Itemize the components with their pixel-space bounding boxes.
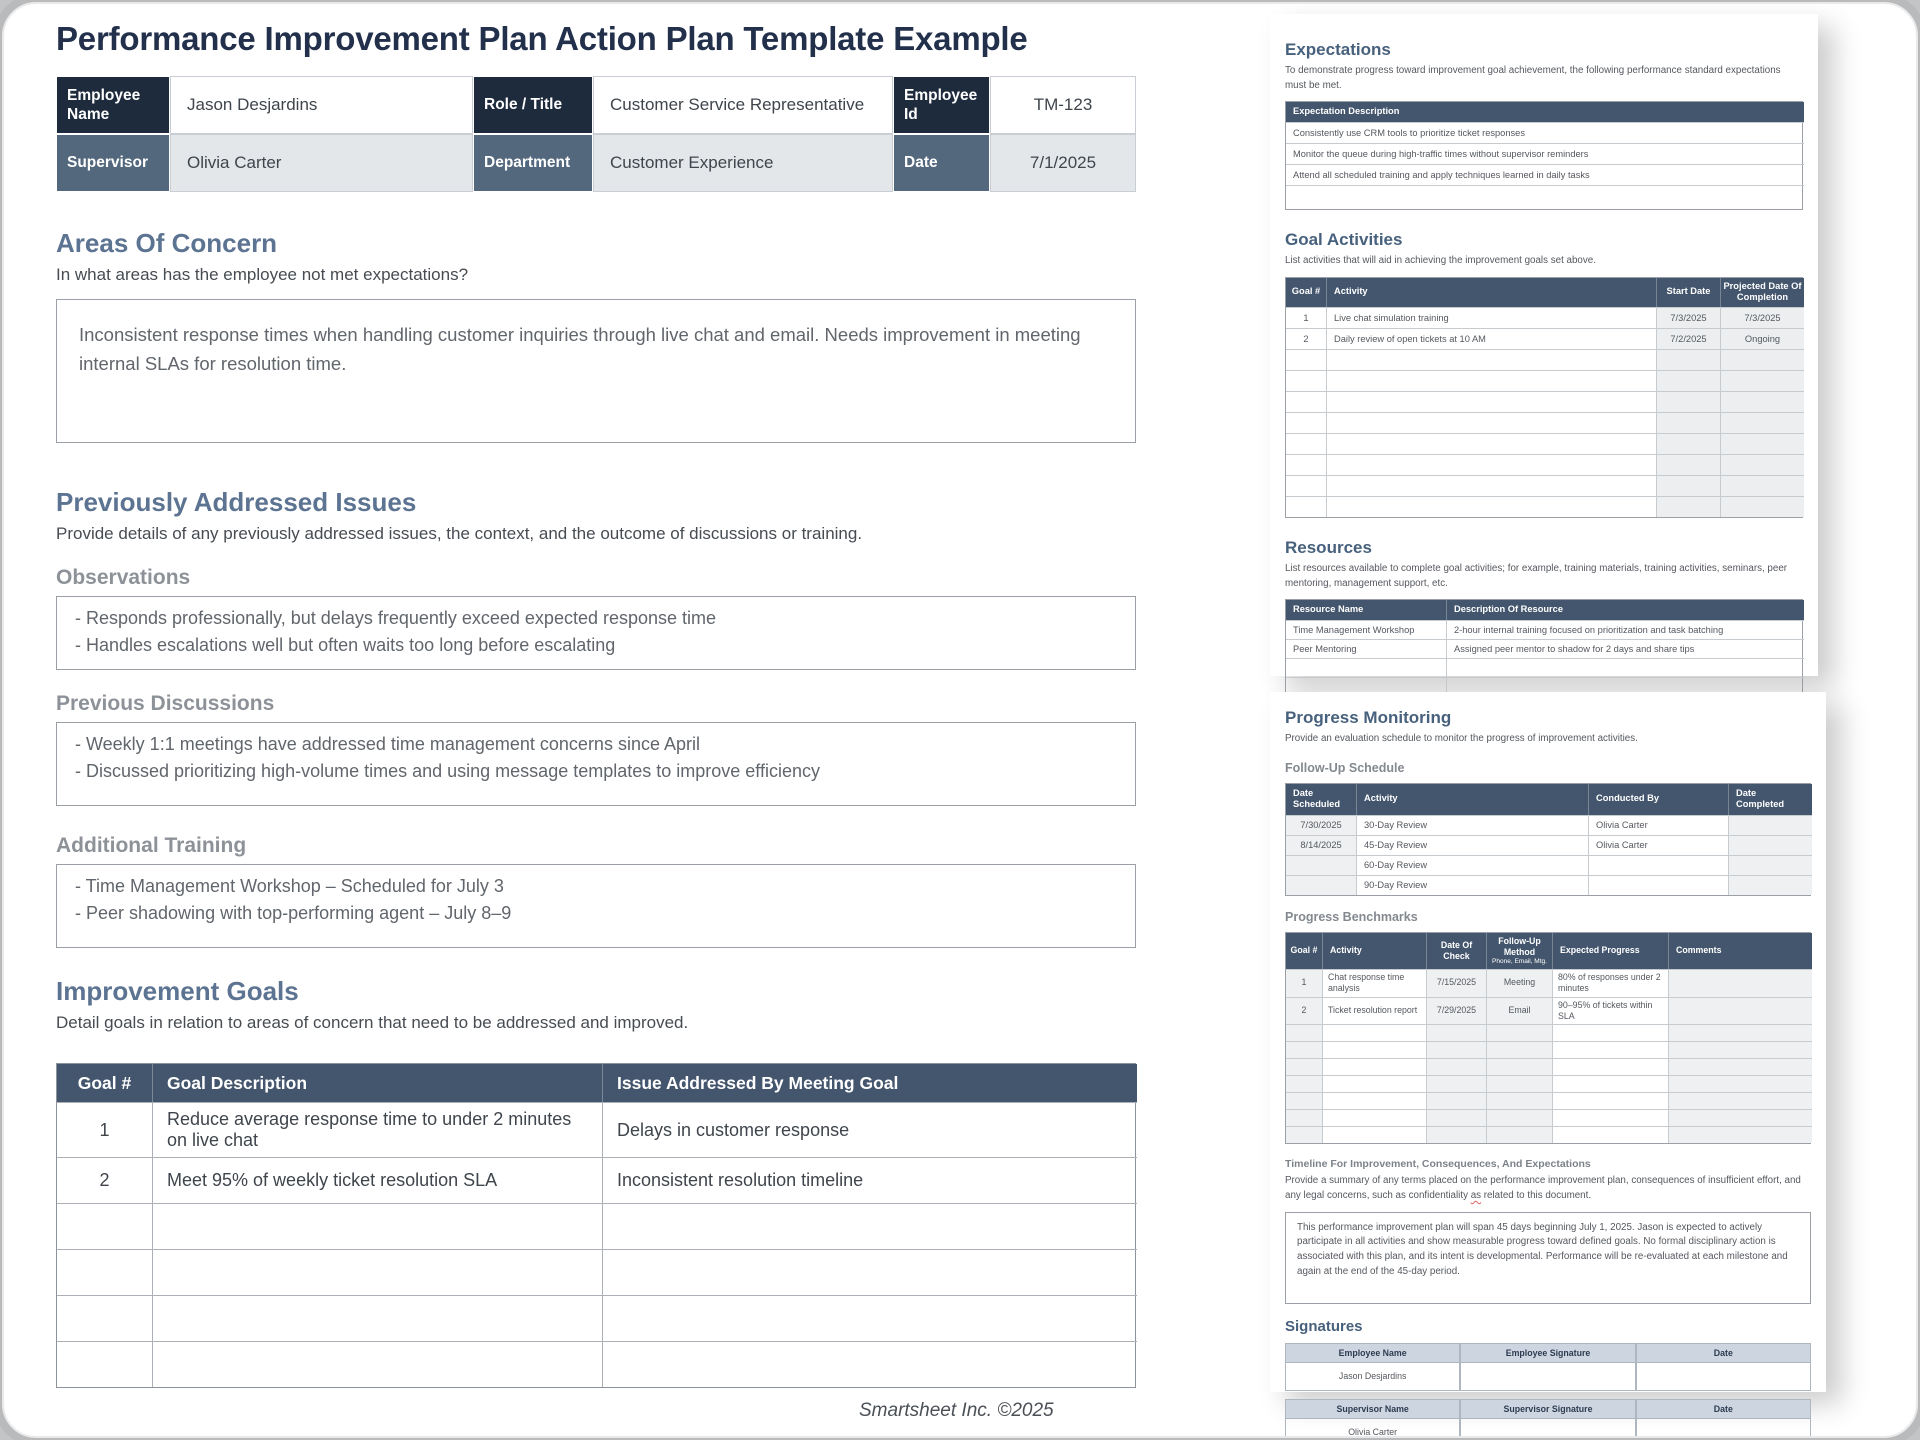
bm-date-of-check: 7/15/2025 <box>1426 969 1486 997</box>
smartsheet-footer: Smartsheet Inc. ©2025 <box>859 1400 1054 1421</box>
empty-cell <box>1426 1075 1486 1092</box>
empty-cell <box>152 1249 602 1295</box>
empty-cell <box>152 1295 602 1341</box>
timeline-entry <box>1285 1212 1811 1304</box>
employee-info-table <box>56 76 1136 192</box>
empty-cell <box>57 1249 152 1295</box>
timeline-prompt-text: related to this document. <box>1481 1190 1592 1202</box>
observations-heading: Observations <box>56 566 191 589</box>
previously-addressed-prompt: Provide details of any previously addressed issues, the context, and the outcome of discussions or training. <box>56 524 863 543</box>
fu-activity: 60-Day Review <box>1356 855 1588 875</box>
empty-cell <box>1286 1024 1322 1041</box>
ga-goal-number: 1 <box>1286 307 1326 328</box>
empty-cell <box>1326 496 1656 517</box>
info-label-department: Department <box>473 134 593 192</box>
empty-cell <box>1286 412 1326 433</box>
fu-date-completed <box>1728 835 1812 855</box>
follow-up-schedule-table <box>1285 783 1811 896</box>
signatures-heading: Signatures <box>1285 1317 1363 1335</box>
bm-method: Meeting <box>1486 969 1552 997</box>
empty-cell <box>1552 1075 1668 1092</box>
ga-header-start: Start Date <box>1656 278 1720 307</box>
fu-conducted-by: Olivia Carter <box>1588 835 1728 855</box>
empty-cell <box>1668 1058 1812 1075</box>
empty-cell <box>1326 454 1656 475</box>
main-page <box>56 20 1136 1388</box>
empty-cell <box>1426 1126 1486 1143</box>
ga-projected-date: Ongoing <box>1720 328 1804 349</box>
empty-cell <box>1286 496 1326 517</box>
supervisor-signature-cell <box>1460 1419 1635 1438</box>
empty-cell <box>1322 1092 1426 1109</box>
previous-discussions-heading: Previous Discussions <box>56 692 275 715</box>
empty-cell <box>1426 1024 1486 1041</box>
bm-comments <box>1668 969 1812 997</box>
sig-header-employee-signature: Employee Signature <box>1460 1343 1635 1363</box>
empty-cell <box>1668 1075 1812 1092</box>
fu-date-scheduled <box>1286 875 1356 895</box>
empty-cell <box>1286 1092 1322 1109</box>
resources-prompt: List resources available to complete goal activities; for example, training materials, training activities, seminars, peer mentoring, management support, etc. <box>1285 562 1788 589</box>
empty-cell <box>1322 1041 1426 1058</box>
empty-cell <box>1656 370 1720 391</box>
bm-goal-number: 2 <box>1286 997 1322 1025</box>
resource-description: 2-hour internal training focused on prioritization and task batching <box>1446 620 1804 639</box>
empty-cell <box>1486 1041 1552 1058</box>
bm-header-comments: Comments <box>1668 933 1812 969</box>
info-value-date: 7/1/2025 <box>990 134 1136 192</box>
discussion-line: - Discussed prioritizing high-volume times and using message templates to improve efficiency <box>75 761 820 781</box>
goal-activities-table <box>1285 277 1803 518</box>
info-label-supervisor: Supervisor <box>56 134 170 192</box>
empty-cell <box>1668 1092 1812 1109</box>
bm-header-method-label: Follow-Up Method <box>1498 935 1541 957</box>
empty-cell <box>1552 1092 1668 1109</box>
sig-header-employee-name: Employee Name <box>1285 1343 1460 1363</box>
empty-cell <box>1552 1126 1668 1143</box>
training-line: - Peer shadowing with top-performing agent – July 8–9 <box>75 903 512 923</box>
empty-cell <box>1668 1126 1812 1143</box>
empty-cell <box>1326 412 1656 433</box>
info-value-role-title: Customer Service Representative <box>593 76 893 134</box>
ga-header-number: Goal # <box>1286 278 1326 307</box>
employee-signature-cell <box>1460 1363 1635 1391</box>
empty-cell <box>1286 370 1326 391</box>
empty-cell <box>1326 370 1656 391</box>
improvement-goals-heading: Improvement Goals <box>56 976 299 1006</box>
previous-discussions-entry <box>56 722 1136 806</box>
employee-date-cell <box>1636 1363 1811 1391</box>
empty-cell <box>1656 496 1720 517</box>
fu-conducted-by: Olivia Carter <box>1588 815 1728 835</box>
resource-description: Assigned peer mentor to shadow for 2 days and share tips <box>1446 639 1804 658</box>
bm-comments <box>1668 997 1812 1025</box>
fu-activity: 45-Day Review <box>1356 835 1588 855</box>
fu-date-scheduled: 7/30/2025 <box>1286 815 1356 835</box>
sig-header-supervisor-name: Supervisor Name <box>1285 1399 1460 1419</box>
empty-cell <box>1720 454 1804 475</box>
fu-date-scheduled <box>1286 855 1356 875</box>
expectations-heading: Expectations <box>1285 40 1391 59</box>
improvement-goals-prompt: Detail goals in relation to areas of concern that need to be addressed and improved. <box>56 1013 689 1032</box>
empty-cell <box>1286 349 1326 370</box>
spellcheck-flagged-word: as <box>1470 1190 1482 1202</box>
empty-cell <box>1720 496 1804 517</box>
supervisor-name-value: Olivia Carter <box>1285 1419 1460 1438</box>
empty-cell <box>1486 1058 1552 1075</box>
empty-cell <box>1656 349 1720 370</box>
goal-description: Reduce average response time to under 2 minutes on live chat <box>152 1102 602 1157</box>
resource-name: Peer Mentoring <box>1286 639 1446 658</box>
fu-date-completed <box>1728 855 1812 875</box>
areas-of-concern-entry <box>56 299 1136 443</box>
empty-cell <box>1286 1058 1322 1075</box>
empty-cell <box>1656 433 1720 454</box>
observation-line: - Responds professionally, but delays frequently exceed expected response time <box>75 608 717 628</box>
bm-expected-progress: 80% of responses under 2 minutes <box>1552 969 1668 997</box>
empty-cell <box>1656 475 1720 496</box>
fu-conducted-by <box>1588 875 1728 895</box>
empty-cell <box>1326 391 1656 412</box>
empty-cell <box>57 1341 152 1387</box>
empty-cell <box>602 1341 1137 1387</box>
empty-cell <box>1426 1058 1486 1075</box>
fu-date-completed <box>1728 875 1812 895</box>
empty-cell <box>1720 475 1804 496</box>
empty-cell <box>1552 1024 1668 1041</box>
timeline-text: This performance improvement plan will span 45 days beginning July 1, 2025. Jason is expected to actively participate in all activities and show measurable progress toward defined goals. No formal disciplinary action is associated with this plan, and its intent is developmental. Performance will be re-evaluated at each milestone and again at the end of the 45-day period. <box>1297 1221 1788 1277</box>
areas-of-concern-section <box>56 228 1136 443</box>
info-label-role-title: Role / Title <box>473 76 593 134</box>
empty-cell <box>1326 349 1656 370</box>
empty-cell <box>1286 475 1326 496</box>
goal-activities-heading: Goal Activities <box>1285 229 1403 249</box>
areas-of-concern-text: Inconsistent response times when handling customer inquiries through live chat and email. Needs improvement in meeting internal SLAs for resolution time. <box>79 324 1081 374</box>
bm-activity: Chat response time analysis <box>1322 969 1426 997</box>
ga-header-projected: Projected Date Of Completion <box>1720 278 1804 307</box>
goal-description: Meet 95% of weekly ticket resolution SLA <box>152 1157 602 1203</box>
fu-header-activity: Activity <box>1356 784 1588 815</box>
empty-cell <box>1668 1041 1812 1058</box>
fu-date-scheduled: 8/14/2025 <box>1286 835 1356 855</box>
empty-cell <box>1426 1041 1486 1058</box>
empty-cell <box>1656 454 1720 475</box>
empty-cell <box>57 1295 152 1341</box>
expectation-row: Monitor the queue during high-traffic times without supervisor reminders <box>1286 143 1804 164</box>
empty-cell <box>1286 1041 1322 1058</box>
bm-expected-progress: 90–95% of tickets within SLA <box>1552 997 1668 1025</box>
empty-cell <box>1322 1058 1426 1075</box>
info-value-department: Customer Experience <box>593 134 893 192</box>
sig-header-date: Date <box>1636 1399 1811 1419</box>
empty-cell <box>1322 1109 1426 1126</box>
goal-number: 2 <box>57 1157 152 1203</box>
empty-cell <box>1552 1109 1668 1126</box>
progress-monitoring-heading: Progress Monitoring <box>1285 708 1452 727</box>
bm-method: Email <box>1486 997 1552 1025</box>
empty-cell <box>1552 1058 1668 1075</box>
info-label-date: Date <box>893 134 990 192</box>
resources-header-name: Resource Name <box>1286 600 1446 620</box>
follow-up-schedule-heading: Follow-Up Schedule <box>1285 760 1405 775</box>
expectation-row: Attend all scheduled training and apply techniques learned in daily tasks <box>1286 164 1804 185</box>
empty-cell <box>152 1341 602 1387</box>
empty-cell <box>1286 454 1326 475</box>
bm-header-number: Goal # <box>1286 933 1322 969</box>
sheet-progress-monitoring <box>1270 692 1826 1437</box>
empty-cell <box>1286 1126 1322 1143</box>
ga-start-date: 7/2/2025 <box>1656 328 1720 349</box>
empty-cell <box>1426 1109 1486 1126</box>
goal-issue: Delays in customer response <box>602 1102 1137 1157</box>
progress-monitoring-prompt: Provide an evaluation schedule to monitor the progress of improvement activities. <box>1285 733 1638 744</box>
empty-cell <box>1322 1126 1426 1143</box>
empty-cell <box>1286 1109 1322 1126</box>
empty-cell <box>1486 1126 1552 1143</box>
goals-header-number: Goal # <box>57 1064 152 1102</box>
empty-cell <box>1326 475 1656 496</box>
supervisor-date-cell <box>1636 1419 1811 1438</box>
timeline-heading: Timeline For Improvement, Consequences, And Expectations <box>1285 1158 1591 1171</box>
empty-cell <box>1656 412 1720 433</box>
bm-date-of-check: 7/29/2025 <box>1426 997 1486 1025</box>
improvement-goals-section <box>56 976 1136 1388</box>
empty-cell <box>1668 1024 1812 1041</box>
resources-heading: Resources <box>1285 537 1372 557</box>
empty-cell <box>1486 1024 1552 1041</box>
empty-cell <box>1286 1075 1322 1092</box>
empty-cell <box>1286 391 1326 412</box>
fu-activity: 90-Day Review <box>1356 875 1588 895</box>
sig-header-supervisor-signature: Supervisor Signature <box>1460 1399 1635 1419</box>
ga-projected-date: 7/3/2025 <box>1720 307 1804 328</box>
empty-cell <box>1720 349 1804 370</box>
empty-cell <box>1656 391 1720 412</box>
bm-activity: Ticket resolution report <box>1322 997 1426 1025</box>
empty-cell <box>602 1295 1137 1341</box>
resources-header-description: Description Of Resource <box>1446 600 1804 620</box>
bm-header-expected: Expected Progress <box>1552 933 1668 969</box>
document-canvas <box>2 2 1918 1438</box>
areas-of-concern-prompt: In what areas has the employee not met expectations? <box>56 265 469 284</box>
expectations-prompt: To demonstrate progress toward improvement goal achievement, the following performance standard expectations must be met. <box>1285 65 1781 91</box>
goals-header-issue: Issue Addressed By Meeting Goal <box>602 1064 1137 1102</box>
previously-addressed-heading: Previously Addressed Issues <box>56 487 417 517</box>
goal-activities-prompt: List activities that will aid in achieving the improvement goals set above. <box>1285 254 1596 266</box>
empty-cell <box>1286 433 1326 454</box>
empty-cell <box>1486 1109 1552 1126</box>
info-value-supervisor: Olivia Carter <box>170 134 473 192</box>
expectation-row: Consistently use CRM tools to prioritize ticket responses <box>1286 122 1804 143</box>
empty-cell <box>1486 1075 1552 1092</box>
observations-entry <box>56 596 1136 670</box>
fu-date-completed <box>1728 815 1812 835</box>
empty-cell <box>1426 1092 1486 1109</box>
bm-goal-number: 1 <box>1286 969 1322 997</box>
previously-addressed-section <box>56 487 1136 948</box>
empty-cell <box>1446 658 1804 677</box>
info-value-employee-id: TM-123 <box>990 76 1136 134</box>
ga-header-activity: Activity <box>1326 278 1656 307</box>
empty-cell <box>1322 1075 1426 1092</box>
timeline-prompt <box>1285 1174 1811 1203</box>
training-line: - Time Management Workshop – Scheduled for July 3 <box>75 876 504 896</box>
bm-header-activity: Activity <box>1322 933 1426 969</box>
empty-cell <box>602 1249 1137 1295</box>
expectations-table <box>1285 101 1803 210</box>
empty-cell <box>602 1203 1137 1249</box>
fu-activity: 30-Day Review <box>1356 815 1588 835</box>
empty-cell <box>1720 412 1804 433</box>
empty-cell <box>1720 433 1804 454</box>
fu-header-date-completed: Date Completed <box>1728 784 1812 815</box>
supervisor-signature-table <box>1285 1399 1811 1438</box>
expectations-header: Expectation Description <box>1286 102 1804 122</box>
empty-cell <box>1326 433 1656 454</box>
empty-cell <box>1720 370 1804 391</box>
empty-cell <box>1286 185 1804 209</box>
areas-of-concern-heading: Areas Of Concern <box>56 228 278 258</box>
info-label-employee-name: Employee Name <box>56 76 170 134</box>
empty-cell <box>1720 391 1804 412</box>
improvement-goals-table <box>56 1063 1136 1388</box>
employee-name-value: Jason Desjardins <box>1285 1363 1460 1391</box>
info-label-employee-id: Employee Id <box>893 76 990 134</box>
ga-activity: Daily review of open tickets at 10 AM <box>1326 328 1656 349</box>
bm-header-method-sub: Phone, Email, Mtg. <box>1492 957 1547 965</box>
empty-cell <box>1486 1092 1552 1109</box>
bm-header-date: Date Of Check <box>1426 933 1486 969</box>
progress-benchmarks-heading: Progress Benchmarks <box>1285 909 1418 924</box>
additional-training-entry <box>56 864 1136 948</box>
empty-cell <box>1668 1109 1812 1126</box>
employee-signature-table <box>1285 1343 1811 1391</box>
ga-activity: Live chat simulation training <box>1326 307 1656 328</box>
empty-cell <box>1552 1041 1668 1058</box>
bm-header-method <box>1486 933 1552 969</box>
sheet-expectations <box>1270 14 1818 676</box>
sig-header-date: Date <box>1636 1343 1811 1363</box>
fu-conducted-by <box>1588 855 1728 875</box>
ga-goal-number: 2 <box>1286 328 1326 349</box>
discussion-line: - Weekly 1:1 meetings have addressed time management concerns since April <box>75 734 700 754</box>
empty-cell <box>1322 1024 1426 1041</box>
page-title: Performance Improvement Plan Action Plan Template Example <box>56 20 1028 57</box>
fu-header-conducted-by: Conducted By <box>1588 784 1728 815</box>
empty-cell <box>152 1203 602 1249</box>
empty-cell <box>1286 658 1446 677</box>
additional-training-heading: Additional Training <box>56 834 247 857</box>
info-value-employee-name: Jason Desjardins <box>170 76 473 134</box>
resource-name: Time Management Workshop <box>1286 620 1446 639</box>
progress-benchmarks-table <box>1285 932 1811 1144</box>
ga-start-date: 7/3/2025 <box>1656 307 1720 328</box>
timeline-prompt-text: Provide a summary of any terms placed on the performance improvement plan, consequences of insufficient effort, and any legal concerns, such as confidentiality <box>1285 1175 1801 1202</box>
goals-header-description: Goal Description <box>152 1064 602 1102</box>
goal-number: 1 <box>57 1102 152 1157</box>
empty-cell <box>57 1203 152 1249</box>
observation-line: - Handles escalations well but often waits too long before escalating <box>75 635 616 655</box>
fu-header-date-scheduled: Date Scheduled <box>1286 784 1356 815</box>
goal-issue: Inconsistent resolution timeline <box>602 1157 1137 1203</box>
